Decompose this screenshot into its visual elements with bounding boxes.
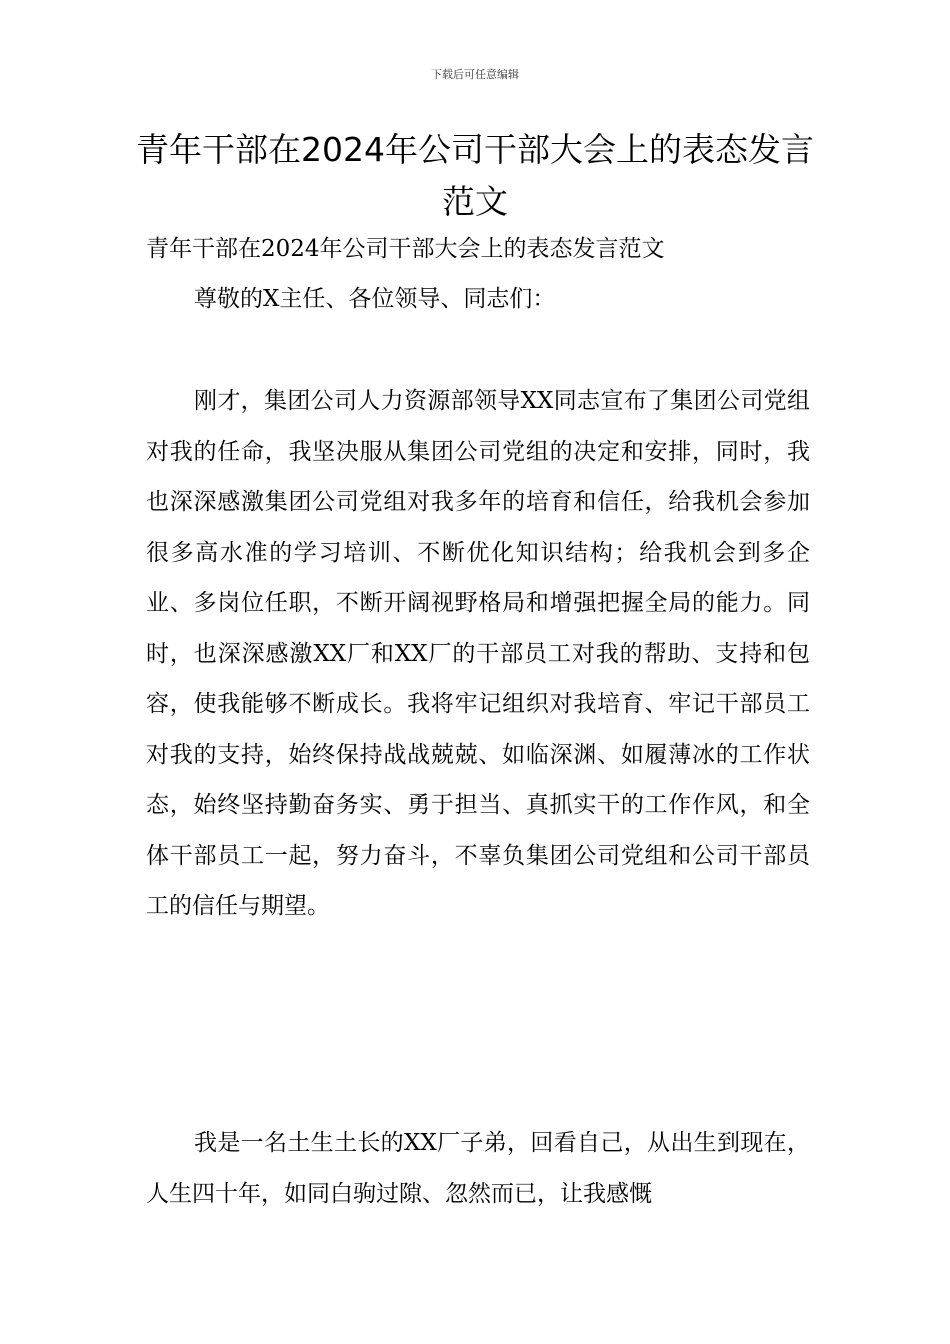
body-paragraph: 我是一名土生土长的XX厂子弟，回看自己，从出生到现在，人生四十年，如同白驹过隙、忽然而已，让我感慨 xyxy=(146,1130,810,1207)
document-subtitle: 青年干部在2024年公司干部大会上的表态发言范文 xyxy=(146,236,665,262)
salutation: 尊敬的X主任、各位领导、同志们： xyxy=(194,286,556,312)
document-title: 青年干部在2024年公司干部大会上的表态发言范文 xyxy=(136,130,814,221)
body-paragraph: 刚才，集团公司人力资源部领导XX同志宣布了集团公司党组对我的任命，我坚决服从集团公司党组的决定和安排，同时，我也深深感激集团公司党组对我多年的培育和信任，给我机会参加很多高水准的学习培训、不断优化知识结构；给我机会到多企业、多岗位任职，不断开阔视野格局和增强把握全局的能力。同时，也深深感激XX厂和XX厂的干部员工对我的帮助、支持和包容，使我能够不断成长。我将牢记组织对我培育、牢记干部员工对我的支持，始终保持战战兢兢、如临深渊、如履薄冰的工作状态，始终坚持勤奋务实、勇于担当、真抓实干的工作作风，和全体干部员工一起，努力奋斗，不辜负集团公司党组和公司干部员工的信任与期望。 xyxy=(146,388,810,919)
header-note: 下载后可任意编辑 xyxy=(431,68,519,81)
